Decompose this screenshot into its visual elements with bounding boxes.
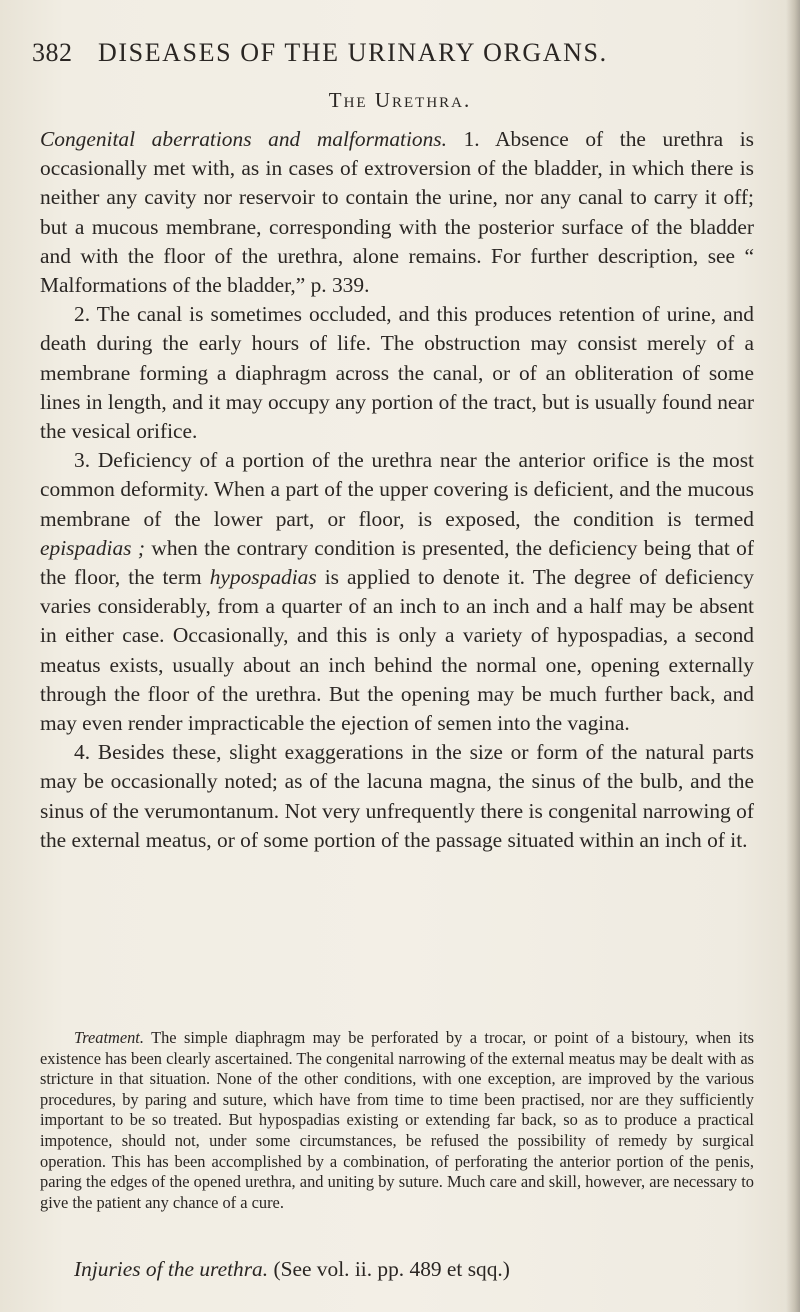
paragraph-3-text-b: when the contrary condition is presented, the deficiency being that of the floor, the term	[40, 535, 754, 590]
paragraph-1	[40, 125, 754, 300]
treatment-paragraph	[40, 1028, 754, 1213]
term-hypospadias: hypospadias	[209, 565, 317, 590]
page-edge-shadow	[786, 0, 800, 1312]
paragraph-2: 2. The canal is sometimes occluded, and this produces retention of urine, and death during the early hours of life. The obstruction may consist merely of a membrane forming a diaphragm across the canal, or of an obliteration of some lines in length, and it may occupy any portion of the tract, but is usually found near the vesical orifice.	[40, 302, 754, 444]
page-number: 382	[32, 38, 73, 67]
injuries-heading: Injuries of the urethra.	[74, 1257, 269, 1281]
running-title: DISEASES OF THE URINARY ORGANS.	[98, 38, 608, 67]
section-title: The Urethra.	[328, 88, 472, 112]
injuries-volume-ref: (See vol. ii. pp. 489 et sqq.)	[268, 1257, 510, 1281]
treatment-heading: Treatment.	[74, 1028, 144, 1047]
paragraph-1-text: 1. Absence of the urethra is occasionally met with, as in cases of extroversion of the bladder, in which there is neither any cavity nor reservoir to contain the urine, nor any canal to carry it off; but a mucous membrane, corresponding with the posterior surface of the bladder and with the floor of the urethra, alone remains. For further description, see “ Malformations of the bladder,” p. 339.	[40, 127, 754, 298]
page-header	[32, 38, 732, 78]
paragraph-4: 4. Besides these, slight exaggerations in the size or form of the natural parts may be occasionally noted; as of the lacuna magna, the sinus of the bulb, and the sinus of the verumontanum. Not very unfrequently there is congenital narrowing of the external meatus, or of some portion of the passage situated within an inch of it.	[40, 740, 754, 852]
treatment-text: The simple diaphragm may be perforated by a trocar, or point of a bistoury, when its existence has been clearly ascertained. The congenital narrowing of the external meatus may be dealt with as stricture in that situation. None of the other conditions, with one exception, are improved by the various procedures, by paring and suture, which have from time to time been practised, nor are they sufficiently important to be so treated. But hypospadias existing or extending far back, so as to produce a practical impotence, should not, under some circumstances, be refused the possibility of remedy by surgical operation. This has been accomplished by a combination, of perforating the anterior portion of the penis, paring the edges of the opened urethra, and uniting by suture. Much care and skill, however, are necessary to give the patient any chance of a cure.	[40, 1028, 754, 1212]
treatment-section	[40, 1028, 754, 1213]
paragraph-3-text-a: 3. Deficiency of a portion of the urethra near the anterior orifice is the most common deformity. When a part of the upper covering is deficient, and the mucous membrane of the lower part, or floor, is exposed, the condition is termed	[40, 448, 754, 531]
main-text	[40, 125, 754, 855]
paragraph-3-text-c: is applied to denote it. The degree of deficiency varies considerably, from a quarter of an inch to an inch and a half may be absent in either case. Occasionally, and this is only a variety of hypospadias, a second meatus exists, usually about an inch behind the normal one, opening externally through the floor of the urethra. But the opening may be much further back, and may even render impracticable the ejection of semen into the vagina.	[40, 565, 754, 736]
injuries-reference	[74, 1257, 510, 1282]
term-epispadias: epispadias ;	[40, 535, 146, 560]
paragraph-3	[40, 446, 754, 738]
paragraph-1-heading: Congenital aberrations and malformations.	[40, 127, 447, 151]
